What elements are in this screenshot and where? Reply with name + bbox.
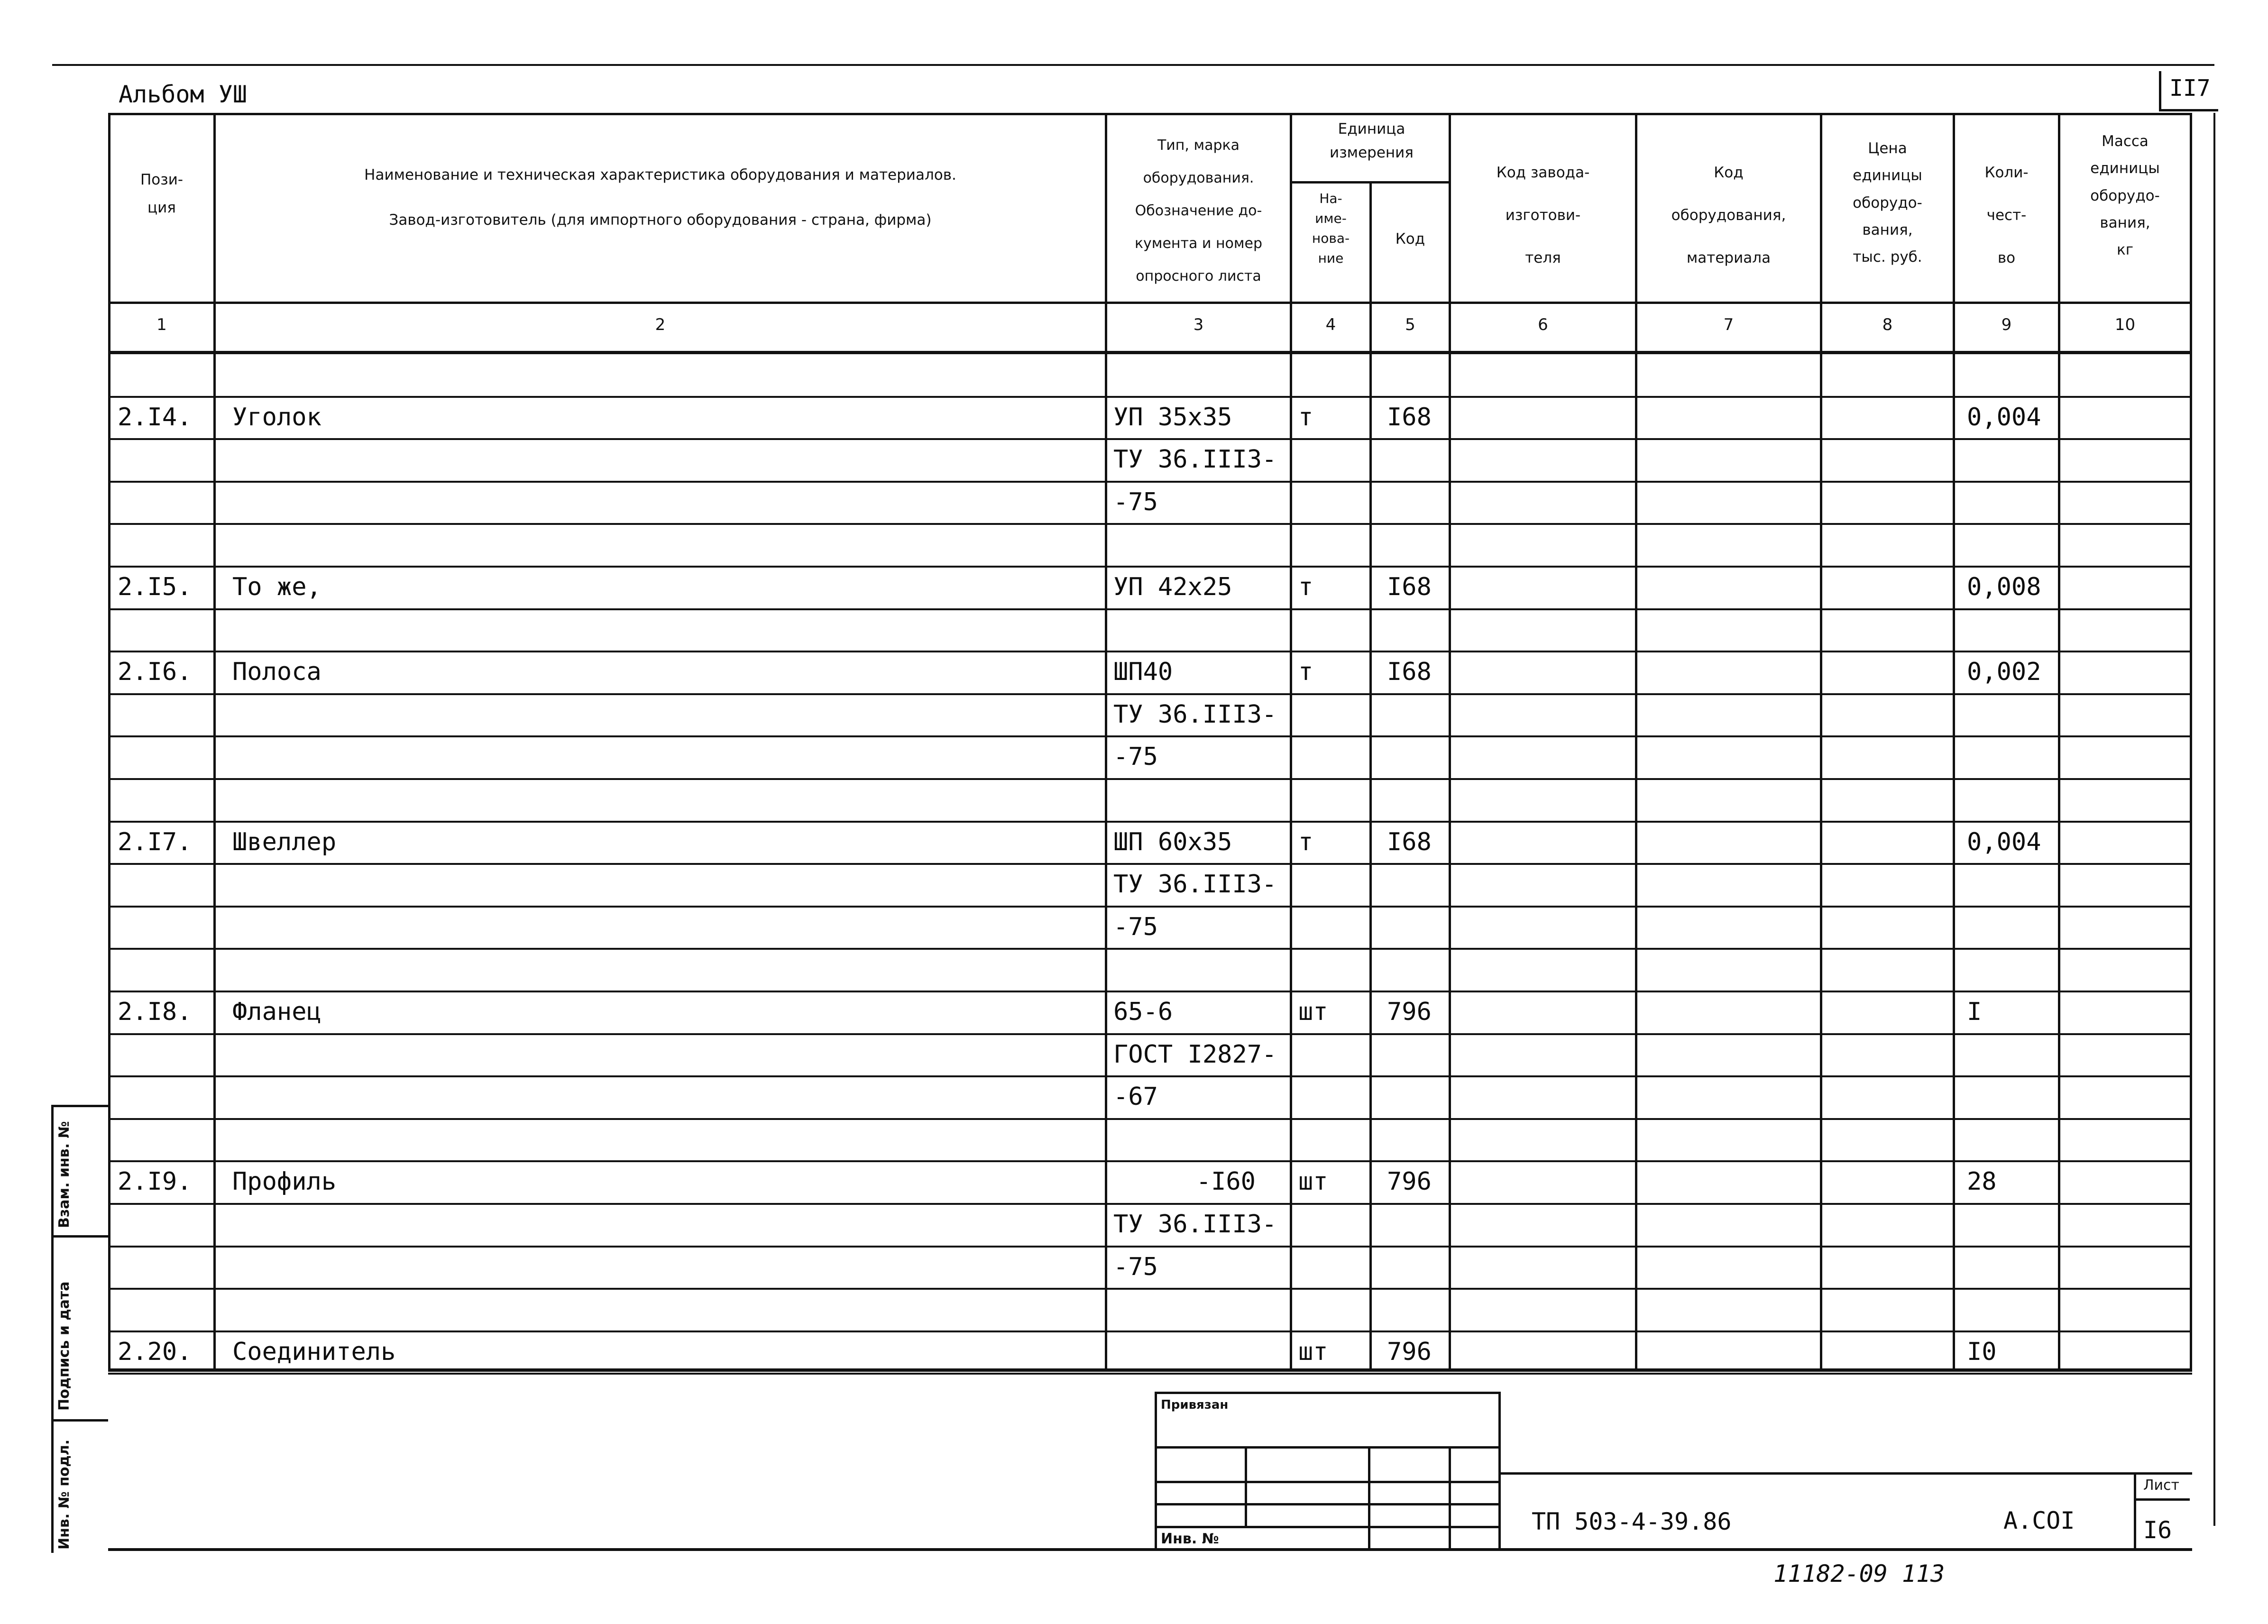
row-position: 2.I9. [118, 1167, 192, 1196]
row-separator [108, 991, 2192, 992]
row-item-name: Фланец [232, 998, 321, 1026]
row-separator [108, 1330, 2192, 1332]
row-unit-name: т [1298, 827, 1313, 856]
row-type-mark: ШП 60х35 [1113, 827, 1232, 856]
row-separator [108, 523, 2192, 525]
row-quantity: I [1967, 998, 1982, 1026]
row-unit-name: т [1298, 573, 1313, 601]
row-unit-code: I68 [1387, 403, 1432, 431]
row-separator [108, 1246, 2192, 1248]
row-type-mark: -75 [1113, 487, 1158, 516]
row-item-name: То же, [232, 573, 321, 601]
row-type-mark: ТУ 36.III3- [1113, 870, 1277, 899]
row-type-mark: ТУ 36.III3- [1113, 1210, 1277, 1239]
row-separator [108, 948, 2192, 950]
col-line-5 [1449, 113, 1451, 1372]
row-quantity: 0,004 [1967, 827, 2041, 856]
row-item-name: Соединитель [232, 1337, 396, 1366]
row-type-mark: ТУ 36.III3- [1113, 445, 1277, 474]
side-strip-divider-1 [51, 1235, 108, 1238]
stamp-vline-b [1368, 1446, 1370, 1550]
header-type: Тип, марка оборудования. Обозначение до- кумента и номер опросного листа [1134, 137, 1263, 284]
header-unit: Единица измерения [1330, 120, 1414, 161]
row-unit-name: шт [1298, 1337, 1328, 1366]
row-separator [108, 651, 2192, 652]
row-type-mark: ГОСТ I2827- [1113, 1040, 1277, 1069]
colnum-bottom-line [108, 351, 2192, 354]
row-item-name: Полоса [232, 658, 321, 687]
row-separator [108, 1118, 2192, 1120]
row-separator [108, 693, 2192, 695]
row-position: 2.I6. [118, 658, 192, 687]
stamp-inv-no: Инв. № [1161, 1531, 1219, 1547]
row-type-mark: УП 35х35 [1113, 403, 1232, 431]
row-position: 2.20. [118, 1337, 192, 1366]
header-price: Цена единицы оборудо- вания, тыс. руб. [1853, 140, 1922, 266]
row-unit-code: 796 [1387, 998, 1432, 1026]
row-unit-code: I68 [1387, 573, 1432, 601]
row-separator [108, 396, 2192, 398]
row-item-name: Профиль [232, 1167, 337, 1196]
col-number-9: 9 [2001, 315, 2012, 334]
row-quantity: 28 [1967, 1167, 1997, 1196]
row-unit-name: шт [1298, 998, 1328, 1026]
row-position: 2.I4. [118, 403, 192, 431]
stamp-doc-code: ТП 503-4-39.86 [1532, 1508, 1732, 1535]
col-line-2 [1105, 113, 1107, 1372]
row-type-mark: -I60 [1196, 1167, 1256, 1196]
row-separator [108, 608, 2192, 610]
row-quantity: I0 [1967, 1337, 1997, 1366]
album-label: Альбом УШ [119, 81, 247, 108]
row-position: 2.I7. [118, 827, 192, 856]
row-position: 2.I8. [118, 998, 192, 1026]
row-separator [108, 1203, 2192, 1205]
row-separator [108, 438, 2192, 440]
stamp-privyazan: Привязан [1161, 1398, 1229, 1412]
col-line-6 [1635, 113, 1637, 1372]
row-quantity: 0,004 [1967, 403, 2041, 431]
side-strip-divider-2 [51, 1419, 108, 1422]
col-number-4: 4 [1325, 315, 1336, 334]
col-number-3: 3 [1193, 315, 1204, 334]
stamp-sheet-divider [2134, 1498, 2190, 1501]
header-maker-code: Код завода- изготови- теля [1496, 164, 1590, 266]
col-number-10: 10 [2114, 315, 2136, 334]
header-bottom-line [108, 302, 2192, 304]
col-line-9 [2058, 113, 2060, 1372]
col-line-3 [1290, 113, 1292, 1372]
col-line-7 [1820, 113, 1822, 1372]
col-line-8 [1953, 113, 1955, 1372]
row-type-mark: УП 42х25 [1113, 573, 1232, 601]
stamp-sheet-label: Лист [2143, 1477, 2180, 1494]
header-mass: Масса единицы оборудо- вания, кг [2090, 133, 2160, 259]
side-label-vzam: Взам. инв. № [56, 1121, 73, 1228]
col-number-8: 8 [1882, 315, 1893, 334]
page-top-rule [52, 64, 2214, 66]
row-unit-name: шт [1298, 1167, 1328, 1196]
col-line-1 [213, 113, 216, 1372]
row-type-mark: ТУ 36.III3- [1113, 700, 1277, 729]
row-item-name: Швеллер [232, 827, 337, 856]
row-type-mark: -75 [1113, 743, 1158, 771]
row-type-mark: -75 [1113, 1252, 1158, 1281]
header-position: Пози- ция [140, 171, 184, 216]
row-unit-code: I68 [1387, 827, 1432, 856]
header-top-line [108, 113, 2192, 115]
header-unit-code: Код [1395, 230, 1425, 248]
row-separator [108, 1373, 2192, 1375]
col-number-6: 6 [1538, 315, 1548, 334]
col-number-2: 2 [655, 315, 666, 334]
row-separator [108, 906, 2192, 908]
row-unit-name: т [1298, 403, 1313, 431]
stamp-vline-c [1449, 1446, 1451, 1550]
row-unit-code: I68 [1387, 658, 1432, 687]
col-number-7: 7 [1723, 315, 1734, 334]
header-unit-name: На- име- нова- ние [1312, 191, 1350, 266]
row-separator [108, 481, 2192, 483]
row-type-mark: 65-6 [1113, 998, 1173, 1026]
row-unit-code: 796 [1387, 1337, 1432, 1366]
row-separator [108, 863, 2192, 865]
row-type-mark: -67 [1113, 1083, 1158, 1111]
page-number: II7 [2169, 75, 2211, 101]
row-separator [108, 1075, 2192, 1077]
row-type-mark: ШП40 [1113, 658, 1173, 687]
side-label-inv-podl: Инв. № подл. [56, 1439, 73, 1550]
side-label-podpis: Подпись и дата [56, 1281, 73, 1411]
footer-fragment: 11182-09 113 [1773, 1560, 1945, 1587]
row-separator [108, 778, 2192, 780]
row-unit-code: 796 [1387, 1167, 1432, 1196]
row-item-name: Уголок [232, 403, 321, 431]
stamp-bottom-line [108, 1548, 2192, 1551]
header-name-line2: Завод-изготовитель (для импортного оборудования - страна, фирма) [389, 211, 932, 229]
header-quantity: Коли- чест- во [1984, 164, 2029, 266]
header-name-line1: Наименование и техническая характеристика оборудования и материалов. [364, 166, 956, 184]
row-quantity: 0,008 [1967, 573, 2041, 601]
table-bottom-line [108, 1368, 2192, 1372]
stamp-doc-line [1498, 1472, 2192, 1475]
col-number-1: 1 [156, 315, 167, 334]
row-position: 2.I5. [118, 573, 192, 601]
stamp-album-code: А.СОI [2003, 1507, 2075, 1534]
col-number-5: 5 [1405, 315, 1415, 334]
row-separator [108, 1033, 2192, 1035]
row-type-mark: -75 [1113, 912, 1158, 941]
row-separator [108, 735, 2192, 737]
row-separator [108, 1288, 2192, 1290]
col-line-4 [1369, 181, 1372, 1372]
stamp-sheet-number: I6 [2143, 1516, 2172, 1544]
row-separator [108, 821, 2192, 823]
stamp-vline-a [1245, 1446, 1247, 1526]
row-quantity: 0,002 [1967, 658, 2041, 687]
row-separator [108, 566, 2192, 568]
row-unit-name: т [1298, 658, 1313, 687]
page-right-edge [2213, 113, 2215, 1526]
header-equipment-code: Код оборудования, материала [1671, 164, 1786, 266]
row-separator [108, 1160, 2192, 1162]
